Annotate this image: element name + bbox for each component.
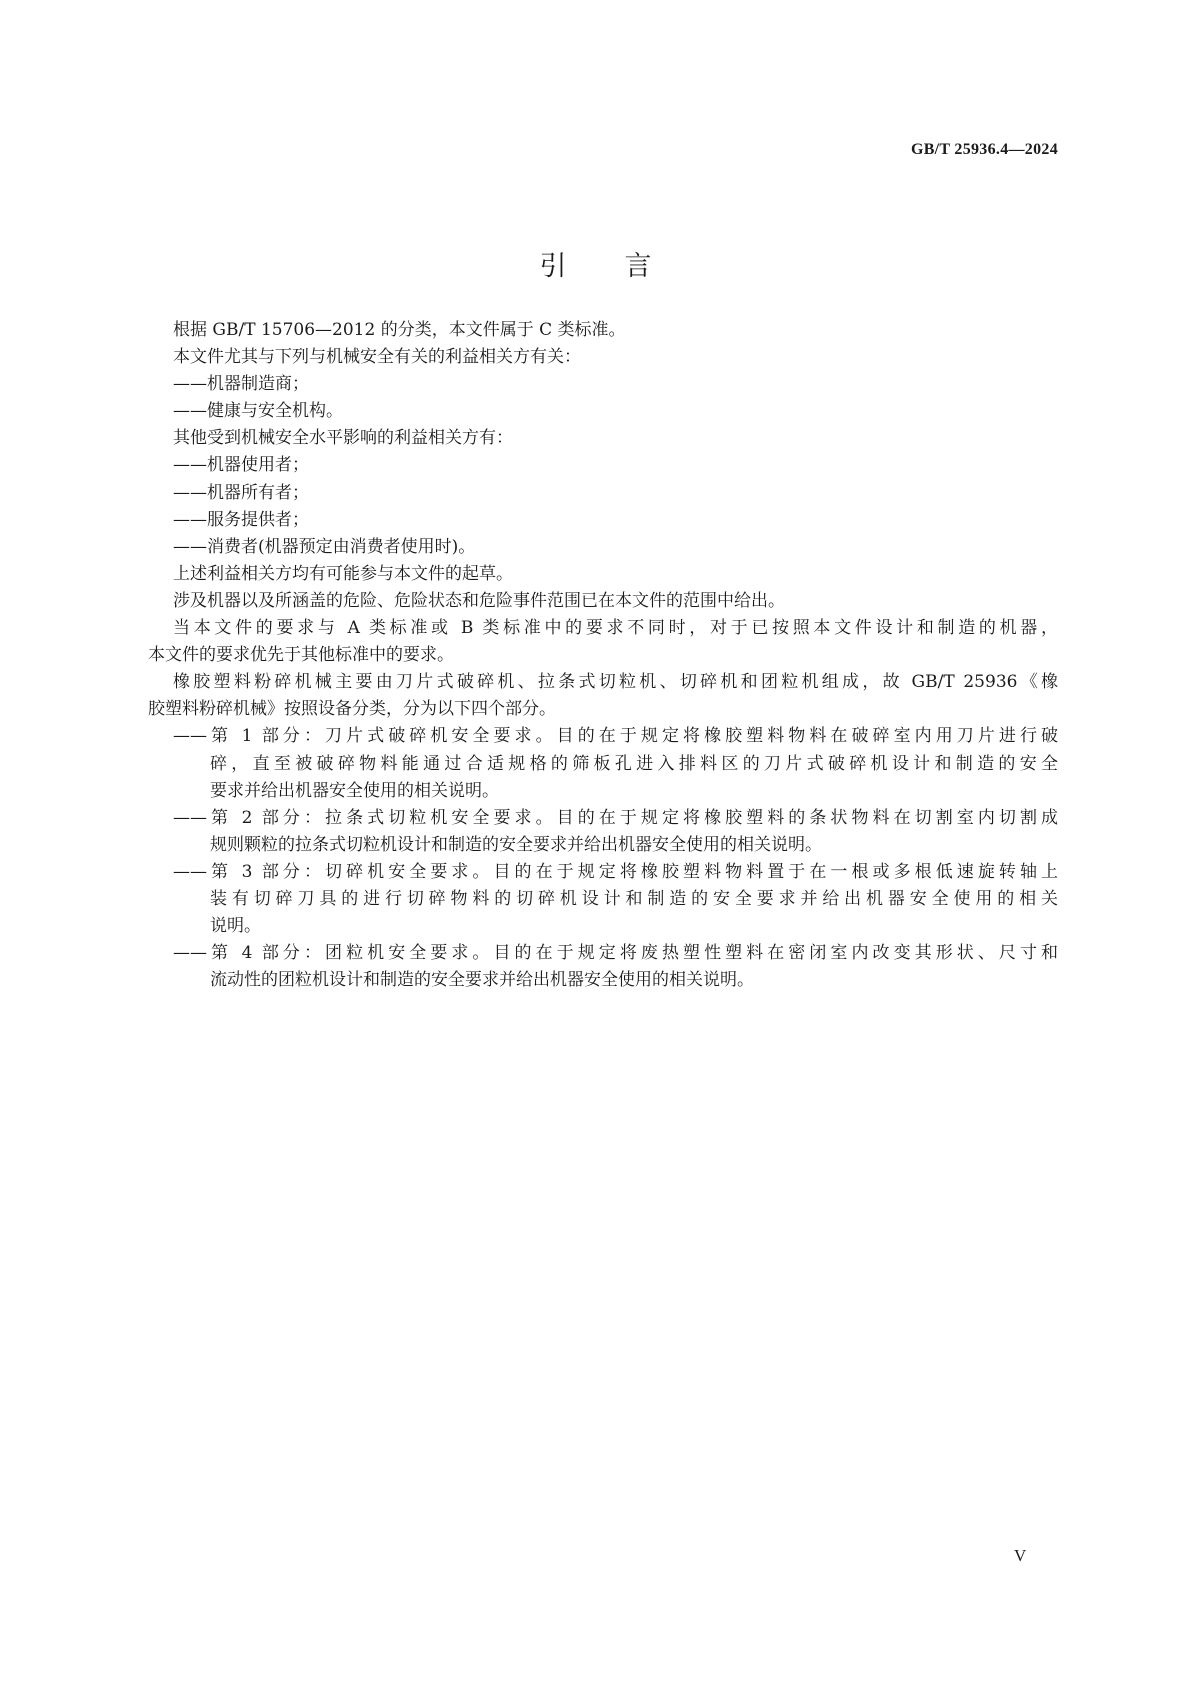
text-line: 本文件的要求优先于其他标准中的要求。 — [148, 645, 454, 666]
text-line: 碎，直至被破碎物料能通过合适规格的筛板孔进入排料区的刀片式破碎机设计和制造的安全 — [210, 753, 1058, 774]
text-line: ——健康与安全机构。 — [173, 401, 343, 422]
paragraph — [148, 588, 1058, 615]
list-item — [148, 398, 1058, 425]
paragraph — [148, 425, 1058, 452]
list-item — [148, 805, 1058, 859]
text-line: 其他受到机械安全水平影响的利益相关方有： — [173, 428, 513, 449]
text-line: 要求并给出机器安全使用的相关说明。 — [210, 780, 499, 801]
text-line: 上述利益相关方均有可能参与本文件的起草。 — [173, 563, 513, 584]
text-line: ——第 2 部分：拉条式切粒机安全要求。目的在于规定将橡胶塑料的条状物料在切割室内切割成 — [173, 807, 1058, 828]
text-line: ——第 1 部分：刀片式破碎机安全要求。目的在于规定将橡胶塑料物料在破碎室内用刀片进行破 — [173, 726, 1058, 747]
paragraph — [148, 317, 1058, 344]
list-item — [148, 452, 1058, 479]
text-line: 根据 GB/T 15706—2012 的分类，本文件属于 C 类标准。 — [173, 320, 626, 340]
paragraph — [148, 561, 1058, 588]
text-line: ——第 4 部分：团粒机安全要求。目的在于规定将废热塑性塑料在密闭室内改变其形状、尺寸和 — [173, 943, 1058, 964]
text-line: 说明。 — [210, 916, 261, 937]
list-item — [148, 723, 1058, 804]
standard-code: GB/T 25936.4—2024 — [910, 141, 1058, 158]
list-item — [148, 940, 1058, 994]
text-line: ——服务提供者； — [173, 509, 309, 530]
list-item — [148, 534, 1058, 561]
text-line: 本文件尤其与下列与机械安全有关的利益相关方有关： — [173, 347, 581, 368]
text-line: 装有切碎刀具的进行切碎物料的切碎机设计和制造的安全要求并给出机器安全使用的相关 — [210, 888, 1058, 909]
section-title: 引言 — [539, 251, 710, 282]
text-line: 橡胶塑料粉碎机械主要由刀片式破碎机、拉条式切粒机、切碎机和团粒机组成，故 GB/T 25936《橡 — [173, 672, 1058, 693]
page-number: V — [1014, 1546, 1027, 1565]
paragraph — [148, 344, 1058, 371]
text-line: ——机器制造商； — [173, 374, 309, 395]
paragraph — [148, 615, 1058, 669]
list-item — [148, 371, 1058, 398]
text-line: 当本文件的要求与 A 类标准或 B 类标准中的要求不同时，对于已按照本文件设计和制造的机器， — [173, 618, 1058, 639]
text-line: 流动性的团粒机设计和制造的安全要求并给出机器安全使用的相关说明。 — [210, 970, 754, 991]
text-line: ——机器使用者； — [173, 455, 309, 476]
text-line: 涉及机器以及所涵盖的危险、危险状态和危险事件范围已在本文件的范围中给出。 — [173, 590, 785, 611]
list-item — [148, 507, 1058, 534]
list-item — [148, 859, 1058, 940]
text-line: 规则颗粒的拉条式切粒机设计和制造的安全要求并给出机器安全使用的相关说明。 — [210, 834, 822, 855]
paragraph — [148, 669, 1058, 723]
text-line: ——机器所有者； — [173, 482, 309, 503]
text-line: 胶塑料粉碎机械》按照设备分类，分为以下四个部分。 — [148, 699, 556, 720]
text-line: ——第 3 部分：切碎机安全要求。目的在于规定将橡胶塑料物料置于在一根或多根低速旋转轴上 — [173, 861, 1058, 882]
text-line: ——消费者(机器预定由消费者使用时)。 — [173, 536, 476, 557]
document-body — [148, 317, 1058, 994]
list-item — [148, 480, 1058, 507]
